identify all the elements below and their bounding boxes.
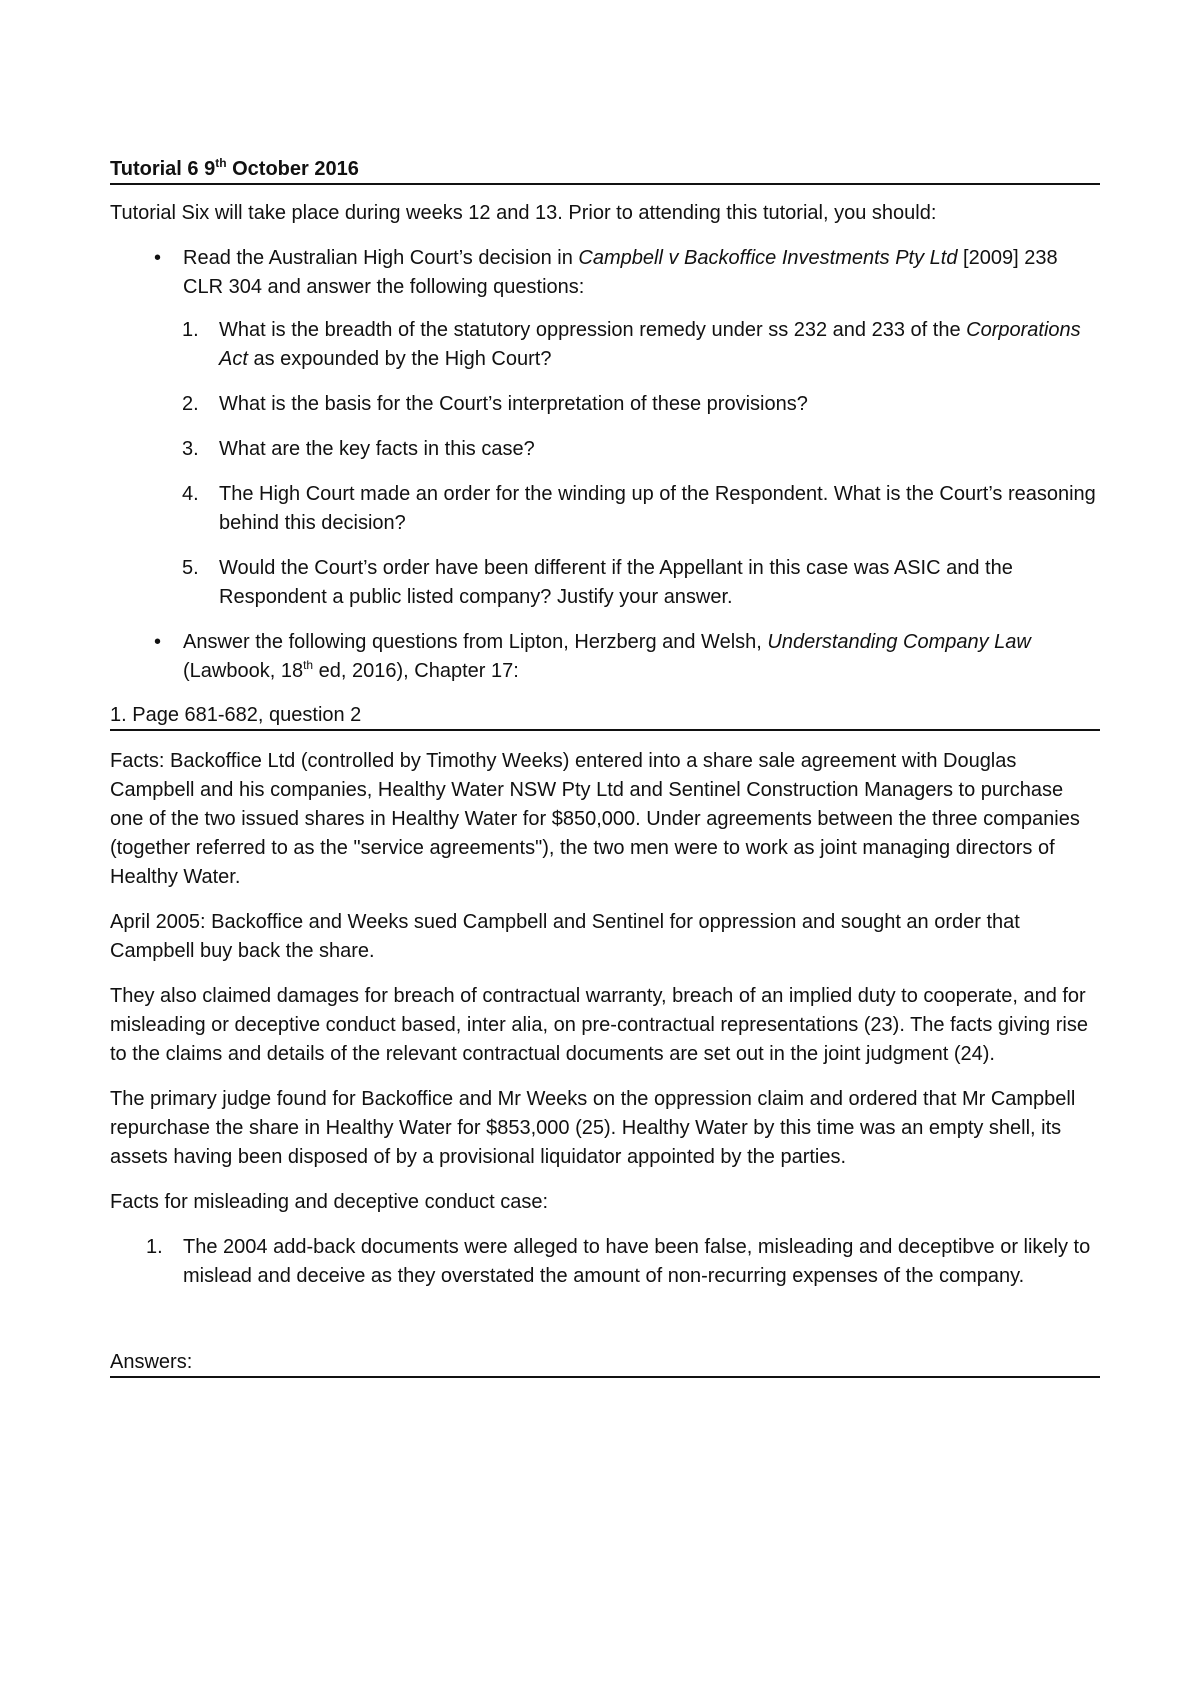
facts-paragraph: Facts: Backoffice Ltd (controlled by Timothy Weeks) entered into a share sale agreement with Douglas Campbell and his companies, Healthy Water NSW Pty Ltd and Sentinel Construction Managers to purchase one of the two issued shares in Healthy Water for $850,000. Under agreements between the three companies (together referred to as the "service agreements"), the two men were to work as joint managing directors of Healthy Water. [110, 750, 1080, 888]
question-number: 3. [182, 438, 199, 460]
question-number: 2. [182, 393, 199, 415]
title-prefix: Tutorial 6 9 [110, 158, 216, 180]
edition-superscript: th [303, 658, 314, 672]
task-text-after: ed, 2016), Chapter 17: [313, 660, 519, 682]
task-item-read-case [110, 244, 1100, 612]
intro-paragraph: Tutorial Six will take place during weeks 12 and 13. Prior to attending this tutorial, you should: [110, 202, 937, 224]
task-item-textbook [110, 628, 1100, 686]
question-item [110, 390, 1100, 419]
primary-judge-paragraph: The primary judge found for Backoffice and Mr Weeks on the oppression claim and ordered that Mr Campbell repurchase the share in Healthy Water for $853,000 (25). Healthy Water by this time was an empty shell, its assets having been disposed of by a provisional liquidator appointed by the parties. [110, 1088, 1076, 1168]
april-paragraph: April 2005: Backoffice and Weeks sued Campbell and Sentinel for oppression and sought an order that Campbell buy back the share. [110, 911, 1020, 962]
misleading-intro: Facts for misleading and deceptive conduct case: [110, 1191, 549, 1213]
task-text-after: [2009] 238 CLR 304 and answer the following questions: [183, 247, 1058, 298]
question-list [183, 316, 1100, 612]
task-text: Read the Australian High Court’s decision in [183, 247, 579, 269]
task-text-mid: (Lawbook, 18 [183, 660, 304, 682]
question-item [110, 316, 1100, 374]
question-text: Would the Court’s order have been different if the Appellant in this case was ASIC and the Respondent a public listed company? Justify your answer. [219, 557, 1013, 608]
question-text: What is the basis for the Court’s interpretation of these provisions? [219, 393, 808, 415]
damages-paragraph: They also claimed damages for breach of contractual warranty, breach of an implied duty to cooperate, and for misleading or deceptive conduct based, inter alia, on pre-contractual representations (23). The facts giving rise to the claims and details of the relevant contractual documents are set out in the joint judgment (24). [110, 985, 1088, 1065]
question-item [110, 480, 1100, 538]
title-superscript: th [215, 156, 227, 170]
answers-heading: Answers: [110, 1349, 1100, 1378]
question-text-after: as expounded by the High Court? [247, 348, 552, 370]
bullet-icon: • [154, 247, 162, 269]
question-text: The High Court made an order for the winding up of the Respondent. What is the Court’s reasoning behind this decision? [219, 483, 1096, 534]
book-title: Understanding Company Law [767, 631, 1031, 653]
act-name: Corporations Act [219, 319, 1081, 370]
misleading-facts-list [110, 1233, 1100, 1291]
fact-text: The 2004 add-back documents were alleged to have been false, misleading and deceptibve or likely to mislead and deceive as they overstated the amount of non-recurring expenses of the company. [183, 1236, 1091, 1287]
question-text: What is the breadth of the statutory oppression remedy under ss 232 and 233 of the [219, 319, 967, 341]
bullet-icon: • [154, 631, 162, 653]
title-heading [110, 155, 1100, 185]
title-suffix: October 2016 [226, 158, 359, 180]
question-item [110, 554, 1100, 612]
case-name: Campbell v Backoffice Investments Pty Ltd [578, 247, 958, 269]
task-list [110, 244, 1100, 686]
task-text: Answer the following questions from Lipton, Herzberg and Welsh, [183, 631, 768, 653]
question-item [110, 435, 1100, 464]
document-content [110, 155, 1100, 1378]
fact-number: 1. [146, 1236, 163, 1258]
fact-item [110, 1233, 1100, 1291]
question-number: 1. [182, 319, 199, 341]
question-number: 4. [182, 483, 199, 505]
section-heading: 1. Page 681-682, question 2 [110, 702, 1100, 731]
question-text: What are the key facts in this case? [219, 438, 535, 460]
question-number: 5. [182, 557, 199, 579]
page-title [110, 155, 1100, 183]
